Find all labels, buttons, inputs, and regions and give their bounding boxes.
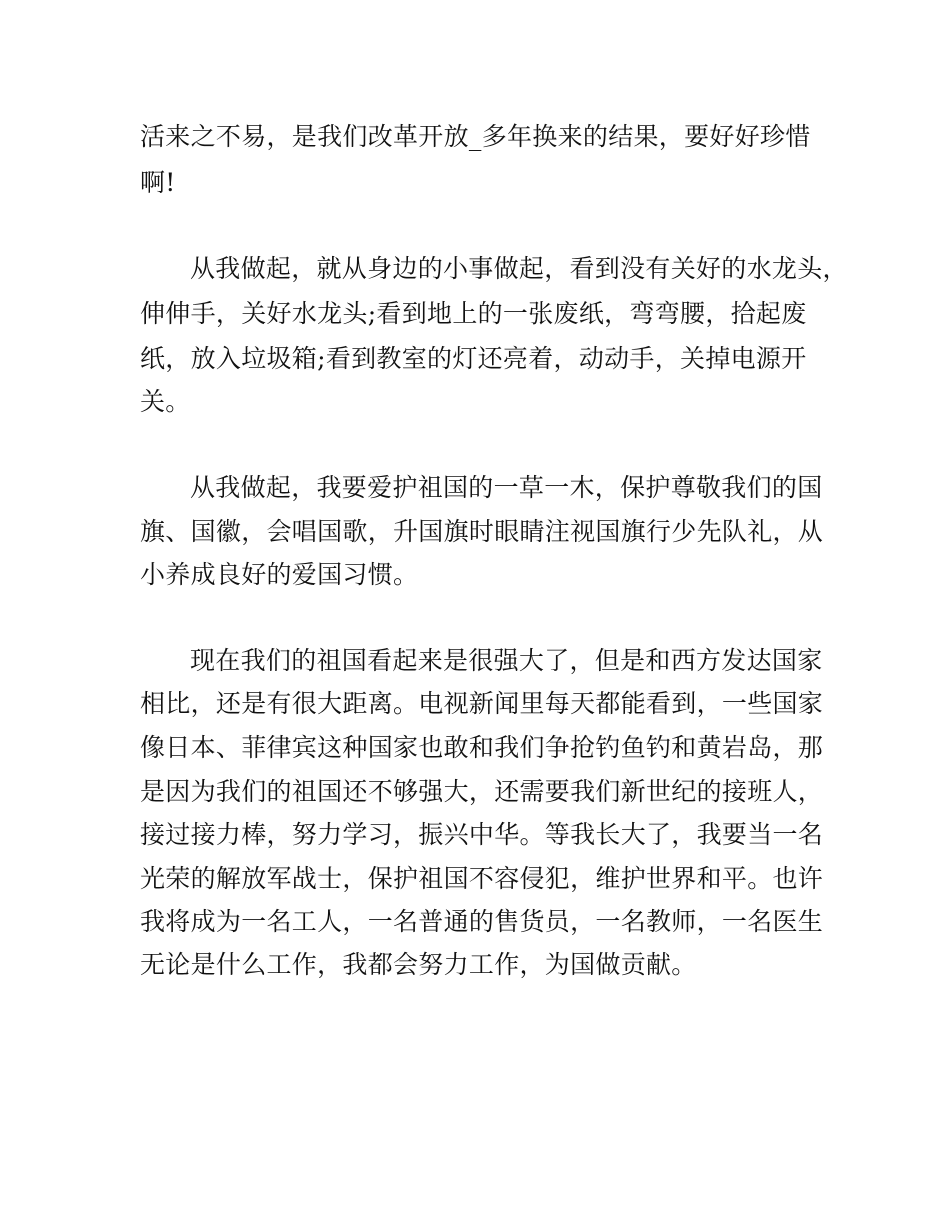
paragraph-2-line-4: 关。 [140,387,191,416]
paragraph-4-line-8: 无论是什么工作，我都会努力工作，为国做贡献。 [140,950,697,979]
paragraph-4-line-6: 光荣的解放军战士，保护祖国不容侵犯，维护世界和平。也许 [140,864,824,893]
paragraph-1-line-2: 啊! [140,168,176,197]
paragraph-3-line-1: 从我做起，我要爱护祖国的一草一木，保护尊敬我们的国 [190,473,823,502]
paragraph-4-line-5: 接过接力棒，努力学习，振兴中华。等我长大了，我要当一名 [140,820,824,849]
paragraph-4-line-4: 是因为我们的祖国还不够强大，还需要我们新世纪的接班人， [140,777,824,806]
paragraph-3-line-2: 旗、国徽，会唱国歌，升国旗时眼睛注视国旗行少先队礼，从 [140,517,824,546]
paragraph-4-line-3: 像日本、菲律宾这种国家也敢和我们争抢钓鱼钓和黄岩岛，那 [140,733,824,762]
paragraph-4-line-2: 相比，还是有很大距离。电视新闻里每天都能看到，一些国家 [140,689,824,718]
paragraph-4-line-1: 现在我们的祖国看起来是很强大了，但是和西方发达国家 [190,646,823,675]
paragraph-4-line-7: 我将成为一名工人，一名普通的售货员，一名教师，一名医生 [140,907,824,936]
paragraph-2-line-2: 伸伸手，关好水龙头;看到地上的一张废纸，弯弯腰，拾起废 [140,299,807,328]
paragraph-3-line-3: 小养成良好的爱国习惯。 [140,560,419,589]
paragraph-2-line-1: 从我做起，就从身边的小事做起，看到没有关好的水龙头， [190,254,848,283]
paragraph-2-line-3: 纸，放入垃圾箱;看到教室的灯还亮着，动动手，关掉电源开 [140,344,807,373]
paragraph-1-line-1: 活来之不易，是我们改革开放_多年换来的结果，要好好珍惜 [140,122,811,151]
